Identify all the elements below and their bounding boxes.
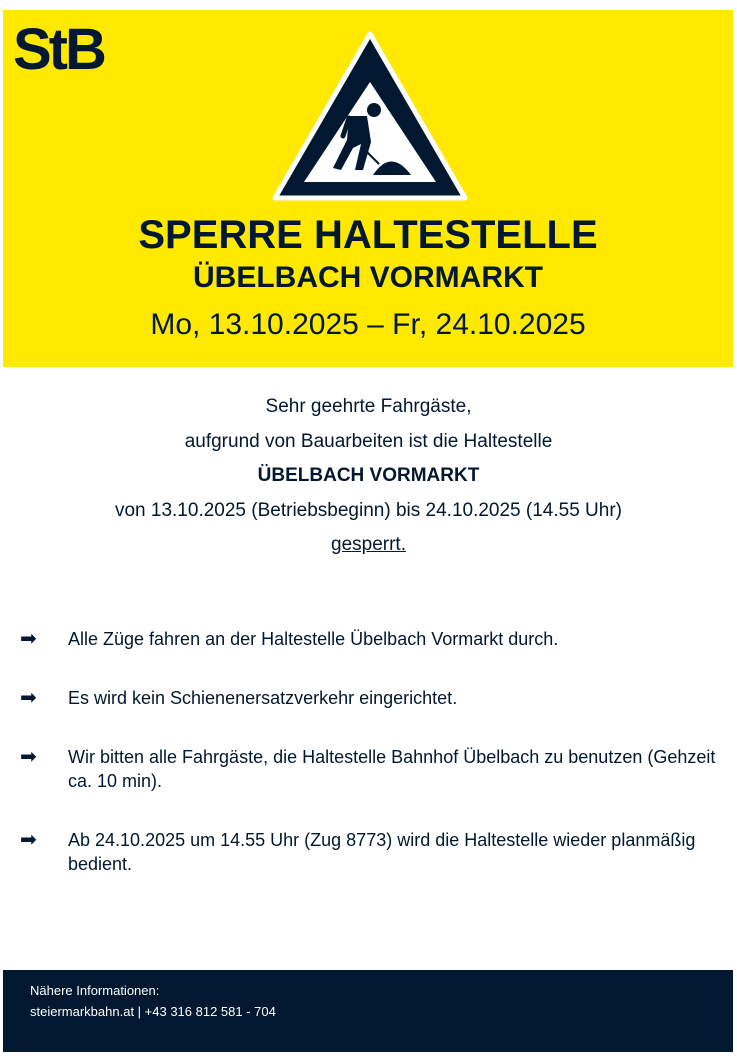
footer: [3, 970, 733, 1052]
closure-status: gesperrt.: [331, 534, 406, 555]
greeting: Sehr geehrte Fahrgäste,: [265, 396, 472, 417]
arrow-icon: ➡: [20, 746, 37, 768]
list-item-text: Ab 24.10.2025 um 14.55 Uhr (Zug 8773) wird die Haltestelle wieder planmäßig bedient.: [68, 830, 696, 874]
list-item: [20, 627, 720, 651]
list-item: [20, 745, 720, 793]
station-name: ÜBELBACH VORMARKT: [193, 261, 543, 294]
intro-line: aufgrund von Bauarbeiten ist die Haltestelle: [184, 430, 553, 452]
notice-title: SPERRE HALTESTELLE: [138, 213, 598, 257]
arrow-icon: ➡: [20, 687, 37, 709]
footer-label: Nähere Informationen:: [30, 983, 160, 998]
arrow-icon: ➡: [20, 628, 37, 650]
list-item-text: Alle Züge fahren an der Haltestelle Übelbach Vormarkt durch.: [68, 629, 559, 649]
header-banner: [3, 10, 733, 367]
construction-warning-icon: [271, 30, 469, 205]
intro-station: ÜBELBACH VORMARKT: [257, 465, 480, 486]
footer-contact: steiermarkbahn.at | +43 316 812 581 - 704: [30, 1004, 276, 1019]
closure-period: Mo, 13.10.2025 – Fr, 24.10.2025: [150, 308, 586, 341]
list-item: [20, 686, 720, 710]
list-item-text: Es wird kein Schienenersatzverkehr eingerichtet.: [68, 688, 458, 708]
stb-logo: StB: [13, 17, 104, 82]
arrow-icon: ➡: [20, 829, 37, 851]
intro-dates: von 13.10.2025 (Betriebsbeginn) bis 24.10.2025 (14.55 Uhr): [114, 499, 622, 521]
list-item-text: Wir bitten alle Fahrgäste, die Haltestelle Bahnhof Übelbach zu benutzen (Gehzeit ca. 10 min).: [68, 747, 716, 791]
list-item: [20, 828, 720, 876]
intro-text: [0, 390, 737, 563]
